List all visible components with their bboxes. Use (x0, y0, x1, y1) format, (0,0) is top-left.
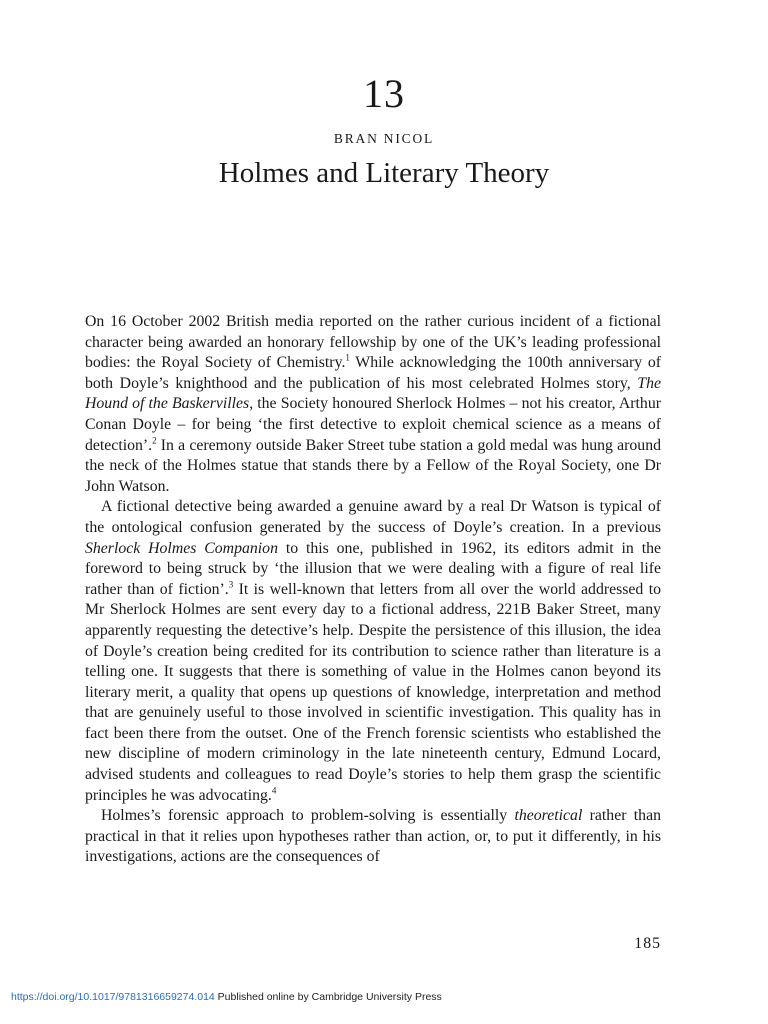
italic-title: Sherlock Holmes Companion (85, 539, 278, 557)
footnote-ref-2[interactable]: 2 (152, 435, 157, 446)
paragraph-3 (85, 806, 661, 868)
paragraph-1 (85, 312, 661, 497)
paragraph-2 (85, 497, 661, 806)
text-segment: rather than practical in that it relies upon hypotheses rather than action, or, to put it differently, in his investigations, actions are the consequences of (85, 807, 661, 866)
footnote-ref-3[interactable]: 3 (228, 579, 234, 590)
footnote-ref-1[interactable]: 1 (345, 352, 350, 363)
text-segment: On 16 October 2002 British media reported on the rather curious incident of a fictional character being awarded an honorary fellowship by one of the UK’s leading professional bodies: the Royal Society of Chemistry. (85, 313, 661, 372)
italic-title: theoretical (514, 807, 583, 825)
page-number: 185 (634, 935, 661, 952)
text-segment: to this one, published in 1962, its editors admit in the foreword to being struck by ‘the illusion that we were dealing with a figure of real life rather than of fiction’. (85, 539, 661, 598)
text-segment: It is well-known that letters from all over the world addressed to Mr Sherlock Holmes are sent every day to a fictional address, 221B Baker Street, many apparently requesting the detective’s help. Despite the persistence of this illusion, the idea of Doyle’s creation being credited for its contribution to science rather than literature is a telling one. It suggests that there is something of value in the Holmes canon beyond its literary merit, a quality that opens up questions of knowledge, interpretation and method that are genuinely useful to those involved in scientific investigation. This quality has in fact been there from the outset. One of the French forensic scientists who established the new discipline of modern criminology in the late nineteenth century, Edmund Locard, advised students and colleagues to read Doyle’s stories to help them grasp the scientific principles he was advocating. (85, 580, 661, 804)
chapter-author: BRAN NICOL (333, 131, 435, 146)
text-segment: , the Society honoured Sherlock Holmes – not his creator, Arthur Conan Doyle – for being ‘the first detective to exploit chemical science as a means of detection’. (85, 395, 661, 454)
chapter-number: 13 (363, 71, 405, 116)
body-text (85, 312, 661, 868)
footnote-ref-4[interactable]: 4 (271, 785, 277, 796)
text-segment: While acknowledging the 100th anniversary of both Doyle’s knighthood and the publication of his most celebrated Holmes story, (85, 354, 661, 392)
chapter-title: Holmes and Literary Theory (218, 157, 550, 189)
publisher-note: Published online by Cambridge University Press (214, 991, 442, 1003)
doi-link[interactable]: https://doi.org/10.1017/9781316659274.014 (11, 991, 215, 1003)
text-segment: Holmes’s forensic approach to problem-solving is essentially (101, 807, 515, 825)
italic-title: The Hound of the Baskervilles (85, 374, 661, 413)
text-segment: A fictional detective being awarded a genuine award by a real Dr Watson is typical of the ontological confusion generated by the success of Doyle’s creation. In a previous (85, 498, 661, 536)
text-segment: In a ceremony outside Baker Street tube station a gold medal was hung around the neck of the Holmes statue that stands there by a Fellow of the Royal Society, one Dr John Watson. (85, 436, 661, 495)
footer (11, 990, 442, 1004)
